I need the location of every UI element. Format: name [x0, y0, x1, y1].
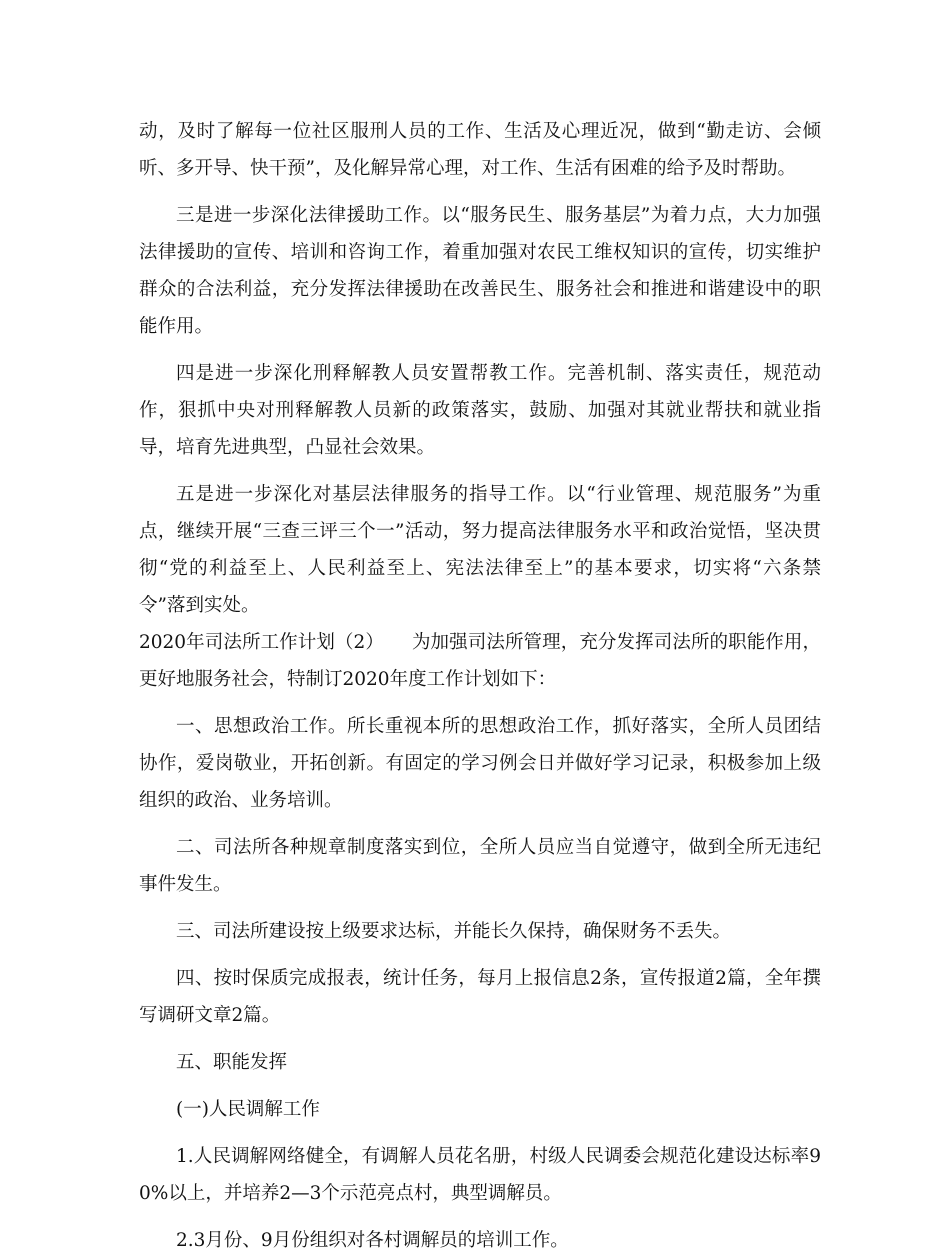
section-heading: 五、职能发挥	[176, 1052, 288, 1073]
paragraph: 一、思想政治工作。所长重视本所的思想政治工作，抓好落实，全所人员团结协作，爱岗敬业，开拓创新。有固定的学习例会日并做好学习记录，积极参加上级组织的政治、业务培训。	[139, 716, 821, 811]
paragraph: 动，及时了解每一位社区服刑人员的工作、生活及心理近况，做到“勤走访、会倾听、多开导、快干预”，及化解异常心理，对工作、生活有困难的给予及时帮助。	[139, 121, 821, 179]
paragraph: 二、司法所各种规章制度落实到位，全所人员应当自觉遵守，做到全所无违纪事件发生。	[139, 837, 821, 895]
paragraph: 三、司法所建设按上级要求达标，并能长久保持，确保财务不丢失。	[176, 921, 732, 942]
paragraph: 四、按时保质完成报表，统计任务，每月上报信息2条，宣传报道2篇，全年撰写调研文章2篇。	[139, 968, 821, 1026]
list-item: 2.3月份、9月份组织对各村调解员的培训工作。	[176, 1230, 569, 1251]
paragraph: 2020年司法所工作计划（2） 为加强司法所管理，充分发挥司法所的职能作用，更好地服务社会，特制订2020年度工作计划如下：	[139, 632, 821, 690]
paragraph: 五是进一步深化对基层法律服务的指导工作。以“行业管理、规范服务”为重点，继续开展“三查三评三个一”活动，努力提高法律服务水平和政治觉悟，坚决贯彻“党的利益至上、人民利益至上、宪法法律至上”的基本要求，切实将“六条禁令”落到实处。	[139, 484, 821, 616]
list-item: 1.人民调解网络健全，有调解人员花名册，村级人民调委会规范化建设达标率90%以上，并培养2—3个示范亮点村，典型调解员。	[139, 1146, 821, 1204]
paragraph: 四是进一步深化刑释解教人员安置帮教工作。完善机制、落实责任，规范动作，狠抓中央对刑释解教人员新的政策落实，鼓励、加强对其就业帮扶和就业指导，培育先进典型，凸显社会效果。	[139, 363, 821, 458]
document-body	[139, 113, 821, 1259]
paragraph: 三是进一步深化法律援助工作。以“服务民生、服务基层”为着力点，大力加强法律援助的宣传、培训和咨询工作，着重加强对农民工维权知识的宣传，切实维护群众的合法利益，充分发挥法律援助在改善民生、服务社会和推进和谐建设中的职能作用。	[139, 205, 821, 337]
subsection-heading: (一)人民调解工作	[176, 1099, 320, 1120]
